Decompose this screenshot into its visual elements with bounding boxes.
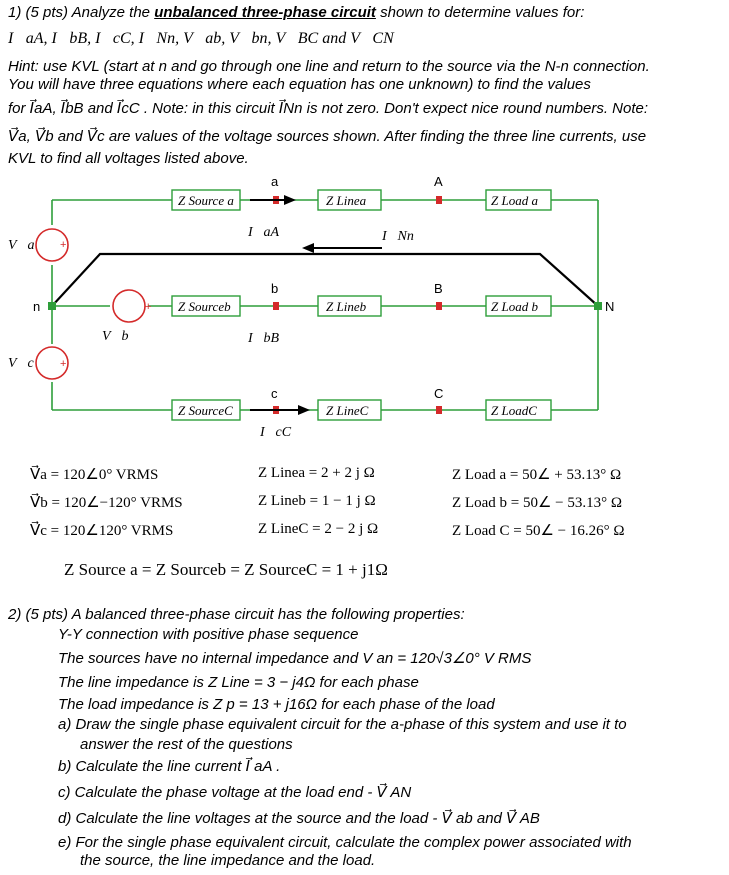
value-zsource: Z Source a = Z Sourceb = Z SourceC = 1 + j1Ω	[64, 560, 388, 579]
label-i-cC: I⃗cC	[260, 425, 292, 440]
impedance-label: Z LoadC	[491, 403, 537, 418]
value-zline-c: Z LineC = 2 − 2 j Ω	[258, 521, 379, 537]
voltage-source-b	[113, 290, 151, 322]
impedance-source-c	[172, 400, 240, 420]
label-vc: V⃗c	[8, 356, 34, 371]
node-label-n: n	[33, 299, 41, 314]
hint-line-4: V⃗a, V⃗b and V⃗c are values of the voltage sources shown. After finding the three line currents, use	[8, 128, 647, 145]
impedance-line-b	[318, 296, 381, 316]
impedance-label: Z SourceC	[178, 403, 233, 418]
voltage-source-a	[36, 229, 68, 261]
value-zload-c: Z Load C = 50∠ − 16.26° Ω	[452, 523, 625, 539]
problem2-line-2: The sources have no internal impedance and V an = 120√3∠0° V RMS	[58, 650, 532, 667]
problem1-number: 1)	[8, 4, 22, 21]
impedance-line-a	[318, 190, 381, 210]
value-vc: V⃗c = 120∠120° VRMS	[30, 523, 174, 539]
current-arrow-Nn	[302, 243, 382, 253]
problem1-title	[8, 4, 584, 22]
node-label-c: c	[271, 386, 278, 401]
value-zload-a: Z Load a = 50∠ + 53.13° Ω	[452, 467, 622, 483]
problem1-points: (5 pts) Analyze the	[25, 4, 151, 21]
node-label-N: N	[605, 299, 615, 314]
value-zline-a: Z Linea = 2 + 2 j Ω	[258, 465, 375, 481]
problem2-part-e: e) For the single phase equivalent circuit, calculate the complex power associated with	[58, 834, 632, 851]
label-va: V⃗a	[8, 238, 35, 253]
problem2-part-e-cont: the source, the line impedance and the load.	[80, 852, 376, 869]
label-vb: V⃗b	[102, 329, 129, 344]
problem2-part-a: a) Draw the single phase equivalent circuit for the a-phase of this system and use it to	[58, 716, 627, 733]
value-zline-b: Z Lineb = 1 − 1 j Ω	[258, 493, 376, 509]
node-label-A: A	[434, 174, 443, 189]
impedance-label: Z Source a	[178, 193, 234, 208]
label-i-Nn: I⃗Nn	[382, 229, 414, 244]
label-i-aA: I⃗aA	[248, 225, 280, 240]
node-label-b: b	[271, 281, 279, 296]
impedance-label: Z Linea	[326, 193, 367, 208]
problem2-line-1: Y-Y connection with positive phase sequence	[58, 626, 359, 643]
plus-sign: +	[60, 239, 67, 251]
problem2-title: 2) (5 pts) A balanced three-phase circuit has the following properties:	[8, 606, 465, 623]
problem2-part-b: b) Calculate the line current I⃗ aA .	[58, 758, 281, 775]
value-va: V⃗a = 120∠0° VRMS	[30, 467, 159, 483]
circuit-diagram	[0, 170, 729, 450]
impedance-source-a	[172, 190, 240, 210]
problem2-part-c: c) Calculate the phase voltage at the load end - V⃗ AN	[58, 784, 412, 801]
problem1-variables: I⃗aA, I⃗bB, I⃗cC, I⃗Nn, V⃗ab, V⃗bn, V⃗BC and V⃗CN	[8, 30, 394, 47]
impedance-label: Z Load a	[491, 193, 538, 208]
problem1-tail: shown to determine values for:	[380, 4, 585, 21]
impedance-load-c	[486, 400, 551, 420]
hint-line-2: You will have three equations where each equation has one unknown) to find the values	[8, 76, 591, 93]
problem2-line-3: The line impedance is Z Line = 3 − j4Ω for each phase	[58, 674, 419, 691]
impedance-label: Z Sourceb	[178, 299, 231, 314]
value-vb: V⃗b = 120∠−120° VRMS	[30, 495, 183, 511]
impedance-label: Z Lineb	[326, 299, 367, 314]
node-label-C: C	[434, 386, 444, 401]
problem2-line-4: The load impedance is Z p = 13 + j16Ω for each phase of the load	[58, 696, 495, 713]
label-i-bB: I⃗bB	[248, 331, 280, 346]
hint-line-5: KVL to find all voltages listed above.	[8, 150, 249, 167]
voltage-source-c	[36, 347, 68, 379]
plus-sign: +	[145, 301, 152, 313]
impedance-load-a	[486, 190, 551, 210]
hint-line-1: Hint: use KVL (start at n and go through one line and return to the source via the N-n connection.	[8, 58, 650, 75]
hint-line-3: for I⃗aA, I⃗bB and I⃗cC . Note: in this circuit I⃗Nn is not zero. Don't expect nice round numbers. Note:	[8, 100, 649, 117]
node-label-B: B	[434, 281, 443, 296]
problem1-emphasis: unbalanced three-phase circuit	[154, 4, 376, 21]
current-arrow-cC	[250, 405, 310, 415]
impedance-line-c	[318, 400, 381, 420]
problem2-part-a-cont: answer the rest of the questions	[80, 736, 293, 753]
problem2-part-d: d) Calculate the line voltages at the source and the load - V⃗ ab and V⃗ AB	[58, 810, 540, 827]
impedance-label: Z Load b	[491, 299, 538, 314]
impedance-source-b	[172, 296, 240, 316]
impedance-load-b	[486, 296, 551, 316]
value-zload-b: Z Load b = 50∠ − 53.13° Ω	[452, 495, 622, 511]
plus-sign: +	[60, 358, 67, 370]
node-label-a: a	[271, 174, 279, 189]
impedance-label: Z LineC	[326, 403, 369, 418]
